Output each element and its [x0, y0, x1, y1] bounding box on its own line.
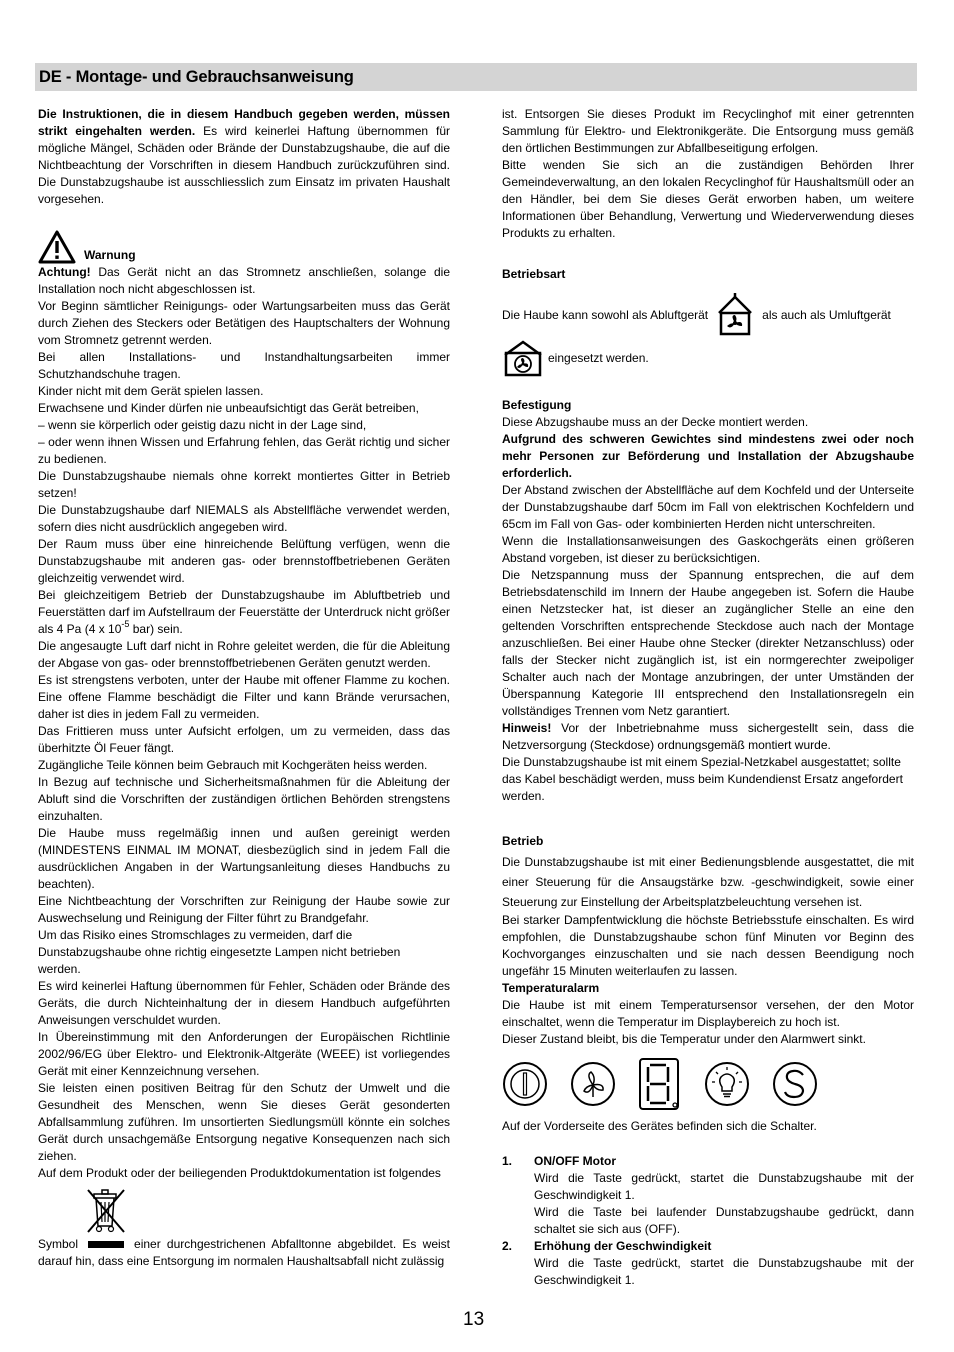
warning-label: Warnung: [84, 248, 136, 262]
list-item: 1. ON/OFF Motor: [502, 1154, 616, 1168]
paragraph: Der Raum muss über eine hinreichende Belüftung verfügen, wenn die Dunstabzugshaube mit anderen gas- oder brennstoffbetriebenen Geräten gleichzeitig verwendet wird.: [38, 537, 450, 585]
left-column: [38, 106, 450, 1270]
paragraph: Eine Nichtbeachtung der Vorschriften zur Reinigung der Haube sowie zur Auswechselung und Reinigung der Filter führt zu Brandgefahr.: [38, 894, 450, 925]
paragraph: Die Dunstabzugshaube darf NIEMALS als Abstellfläche verwendet werden, sofern dies nicht ausdrücklich angegeben wird.: [38, 503, 450, 534]
warning-heading: [38, 230, 450, 264]
crossed-bin-icon: [84, 1186, 128, 1234]
paragraph: Auf der Vorderseite des Gerätes befinden sich die Schalter.: [502, 1119, 817, 1133]
paragraph: In Übereinstimmung mit den Anforderungen der Europäischen Richtlinie 2002/96/EG über Elektro- und Elektronik-Altgeräte (WEEE) ist vorliegendes Gerät mit einer Kennzeichnung versehen.: [38, 1030, 450, 1078]
befestigung-heading: Befestigung: [502, 398, 572, 412]
paragraph: Wenn die Installationsanweisungen des Gaskochgeräts einen größeren Abstand vorgeben, ist dieser zu berücksichtigen.: [502, 534, 914, 565]
paragraph: Die Dunstabzugshaube niemals ohne korrekt montiertes Gitter in Betrieb setzen!: [38, 469, 450, 500]
list-item: 2. Erhöhung der Geschwindigkeit: [502, 1239, 712, 1253]
paragraph: – oder wenn ihnen Wissen und Erfahrung fehlen, das Gerät richtig und sicher zu bedienen.: [38, 435, 450, 466]
symbol-paragraph: Symbol einer durchgestrichenen Abfalltonne abgebildet. Es weist darauf hin, dass eine Entsorgung im normalen Haushaltsabfall nicht zulässig: [38, 1237, 450, 1268]
paragraph: Zugängliche Teile können beim Gebrauch mit Kochgeräten heiss werden.: [38, 758, 428, 772]
paragraph: Aufgrund des schweren Gewichtes sind mindestens zwei oder noch mehr Personen zur Beförderung und Installation der Abzugshaube erforderlich.: [502, 432, 914, 480]
recirculation-mode-icon: [502, 339, 544, 377]
hinweis-paragraph: Hinweis! Vor der Inbetriebnahme muss sichergestellt sein, dass die Netzversorgung (Steckdose) ordnungsgemäß montiert wurde.: [502, 721, 914, 752]
paragraph: Kinder nicht mit dem Gerät spielen lassen.: [38, 384, 264, 398]
s-button-icon: [772, 1061, 818, 1107]
betriebsart-line-2: eingesetzt werden.: [502, 337, 914, 379]
page-title: DE - Montage- und Gebrauchsanweisung: [39, 68, 354, 86]
paragraph: Um das Risiko eines Stromschlages zu vermeiden, darf die Dunstabzugshaube ohne richtig eingesetzte Lampen nicht betrieben werden.: [38, 928, 401, 976]
section-header: [35, 63, 917, 91]
paragraph: Dieser Zustand bleibt, bis die Temperatur under den Alarmwert sinkt.: [502, 1032, 866, 1046]
list-item-text: Wird die Taste gedrückt, startet die Dunstabzugshaube mit der Geschwindigkeit 1.: [534, 1171, 914, 1202]
paragraph: Auf dem Produkt oder der beiliegenden Produktdokumentation ist folgendes: [38, 1166, 441, 1180]
paragraph: Sie leisten einen positiven Beitrag für den Schutz der Umwelt und die Gesundheit des Menschen, wenn Sie dieses Gerät gesonderten Abfallsammlung zuführen. Im unsortierten Siedlungsmüll könnte ein solches Gerät durch unsachgemäße Entsorgung negative Konsequenzen nach sich ziehen.: [38, 1081, 450, 1163]
paragraph: Die Dunstabzugshaube ist mit einer Bedienungsblende ausgestattet, die mit einer Steuerung für die Ansaugstärke bzw. -geschwindigkeit, sowie einer Steuerung zur Einstellung der Arbeitsplatzbeleuchtung versehen ist.: [502, 855, 914, 909]
page-number: 13: [463, 1309, 485, 1330]
paragraph: – wenn sie körperlich oder geistig dazu nicht in der Lage sind,: [38, 418, 367, 432]
betriebsart-heading: Betriebsart: [502, 267, 566, 281]
paragraph: ist. Entsorgen Sie dieses Produkt im Recyclinghof mit einer getrennten Sammlung für Elektro- und Elektronikgeräte. Die Entsorgung muss gemäß den örtlichen Bestimmungen zur Abfallbeseitigung erfolgen.: [502, 107, 914, 155]
paragraph: Bei allen Installations- und Instandhaltungsarbeiten immer Schutzhandschuhe tragen.: [38, 350, 450, 381]
paragraph: Die Netzspannung muss der Spannung entsprechen, die auf dem Betriebsdatenschild im Innern der Haube angegeben ist. Sofern die Haube einen Netzstecker hat, ist dieser an zugänglicher Stelle an eine den geltenden Vorschriften entsprechende Steckdose auch nach der Montage anzuschließen. Bei einer Haube ohne Stecker (direkter Netzanschluss) oder falls der Stecker nicht zugänglich ist, ist ein normgerechter zweipoliger Schalter auch nach der Montage anzubringen, der unter Umständen der Überspannung Kategorie III entsprechend den Installationsregeln ein vollständiges Trennen vom Netz garantiert.: [502, 568, 914, 718]
power-button-icon: [502, 1061, 548, 1107]
paragraph: Der Abstand zwischen der Abstellfläche auf dem Kochfeld und der Unterseite der Dunstabzugshaube darf 50cm im Fall von elektrischen Kochfeldern und 65cm im Fall von Gas- oder kombinierten Herden nicht unterschreiten.: [502, 483, 914, 531]
warning-triangle-icon: [38, 230, 76, 264]
achtung-paragraph: Achtung! Das Gerät nicht an das Stromnetz anschließen, solange die Installation noch nicht abgeschlossen ist.: [38, 265, 450, 296]
betriebsart-line: Die Haube kann sowohl als Abluftgerät als auch als Umluftgerät: [502, 293, 914, 337]
paragraph: Es ist strengstens verboten, unter der Haube mit offener Flamme zu kochen. Eine offene Flamme beschädigt die Filter und kann Brände verursachen, daher ist dies in jedem Fall zu vermeiden.: [38, 673, 450, 721]
paragraph: Das Frittieren muss unter Aufsicht erfolgen, um zu vermeiden, dass das überhitzte Öl Feuer fängt.: [38, 724, 450, 755]
intro-paragraph: Die Instruktionen, die in diesem Handbuch gegeben werden, müssen strikt eingehalten werden. Es wird keinerlei Haftung übernommen für mögliche Mängel, Schäden oder Brände der Dunstabzugshaube, die auf die Nichtbeachtung der Vorschriften in diesem Handbuch zurückzuführen sind. Die Dunstabzugshaube ist ausschliesslich zum Einsatz im privaten Haushalt vorgesehen.: [38, 107, 450, 206]
seven-segment-display-icon: [638, 1057, 682, 1111]
paragraph: Die angesaugte Luft darf nicht in Rohre geleitet werden, die für die Ableitung der Abgase von gas- oder brennstoffbetriebenen Geräten genutzt werden.: [38, 639, 450, 670]
paragraph: Die Haube ist mit einem Temperatursensor versehen, der den Motor einschaltet, wenn die Temperatur im Displaybereich zu hoch ist.: [502, 998, 914, 1029]
pressure-paragraph: Bei gleichzeitigem Betrieb der Dunstabzugshaube im Abluftbetrieb und Feuerstätten darf im Aufstellraum der Feuerstätte der Unterdruck nicht größer als 4 Pa (4 x $10^{-5}$ bar) sein.: [38, 588, 450, 636]
paragraph: Die Dunstabzugshaube ist mit einem Spezial-Netzkabel ausgestattet; sollte das Kabel beschädigt werden, muss beim Kundendienst Ersatz angefordert werden.: [502, 755, 903, 803]
paragraph: Es wird keinerlei Haftung übernommen für Fehler, Schäden oder Brände des Geräts, die durch Nichteinhaltung der in diesem Handbuch aufgeführten Anweisungen verschuldet wurden.: [38, 979, 450, 1027]
fan-speed-icon: [570, 1061, 616, 1107]
betrieb-heading: Betrieb: [502, 834, 544, 848]
paragraph: Erwachsene und Kinder dürfen nie unbeaufsichtigt das Gerät betreiben,: [38, 401, 419, 415]
paragraph: Vor Beginn sämtlicher Reinigungs- oder Wartungsarbeiten muss das Gerät durch Ziehen des Steckers oder Betätigen des Hauptschalters der Wohnung vom Stromnetz getrennt werden.: [38, 299, 450, 347]
black-bar-symbol: [88, 1241, 124, 1248]
paragraph: Die Haube muss regelmäßig innen und außen gereinigt werden (MINDESTENS EINMAL IM MONAT, diesbezüglich sind in jedem Fall die ausdrücklichen Angaben in der Wartungsanleitung dieses Handbuchs zu beachten).: [38, 826, 450, 891]
light-bulb-icon: [704, 1061, 750, 1107]
exhaust-mode-icon: [716, 293, 754, 337]
list-item-text: Wird die Taste gedrückt, startet die Dunstabzugshaube mit der Geschwindigkeit 1.: [534, 1256, 914, 1287]
control-panel-icons: [502, 1056, 914, 1112]
right-column: [502, 106, 914, 1289]
temperaturalarm-heading: Temperaturalarm: [502, 981, 600, 995]
paragraph: Diese Abzugshaube muss an der Decke montiert werden.: [502, 415, 809, 429]
paragraph: Bei starker Dampfentwicklung die höchste Betriebsstufe einschalten. Es wird empfohlen, die Dunstabzugshaube schon fünf Minuten vor Beginn des Kochvorganges einzuschalten und sie nach dessen Beendigung noch ungefähr 15 Minuten weiterlaufen zu lassen.: [502, 913, 914, 978]
paragraph: Bitte wenden Sie sich an die zuständigen Behörden Ihrer Gemeindeverwaltung, an den lokalen Recyclinghof für Haushaltsmüll oder an den Händler, bei dem Sie dieses Gerät erworben haben, um weitere Informationen über Behandlung, Verwertung und Wiederverwendung dieses Produkts zu erhalten.: [502, 158, 914, 240]
list-item-text: Wird die Taste bei laufender Dunstabzugshaube gedrückt, dann schaltet sie sich aus (OFF).: [534, 1205, 914, 1236]
paragraph: In Bezug auf technische und Sicherheitsmaßnahmen für die Ableitung der Abluft sind die Vorschriften der zuständigen örtlichen Behörden strengstens einzuhalten.: [38, 775, 450, 823]
